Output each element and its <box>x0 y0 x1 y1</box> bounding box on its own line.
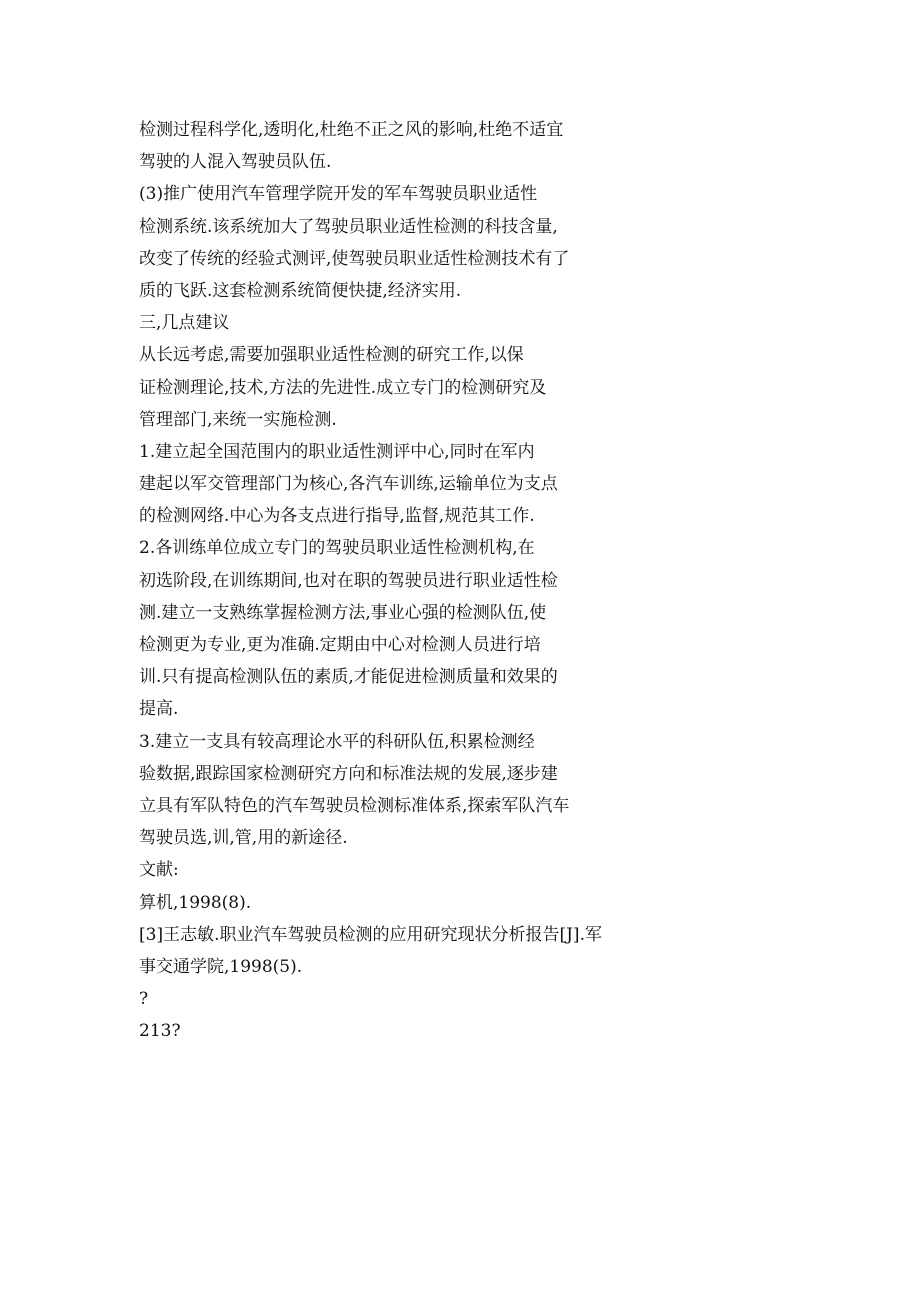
reference-line: [3]王志敏.职业汽车驾驶员检测的应用研究现状分析报告[J].军 <box>139 924 602 945</box>
references-heading: 文献: <box>139 860 179 881</box>
text-line: 验数据,跟踪国家检测研究方向和标准法规的发展,逐步建 <box>139 763 558 784</box>
reference-line: 算机,1998(8). <box>139 892 252 913</box>
text-line: 管理部门,来统一实施检测. <box>139 409 337 430</box>
text-line: 检测系统.该系统加大了驾驶员职业适性检测的科技含量, <box>139 216 558 237</box>
text-line: 3.建立一支具有较高理论水平的科研队伍,积累检测经 <box>139 731 535 752</box>
text-line: 改变了传统的经验式测评,使驾驶员职业适性检测技术有了 <box>139 248 570 269</box>
text-line: 驾驶的人混入驾驶员队伍. <box>139 152 332 173</box>
text-line: 1.建立起全国范围内的职业适性测评中心,同时在军内 <box>139 441 535 462</box>
body-text <box>139 114 679 1047</box>
text-line: 立具有军队特色的汽车驾驶员检测标准体系,探索军队汽车 <box>139 795 570 816</box>
text-line: 证检测理论,技术,方法的先进性.成立专门的检测研究及 <box>139 377 547 398</box>
text-line: (3)推广使用汽车管理学院开发的军车驾驶员职业适性 <box>139 184 538 205</box>
text-line: 建起以军交管理部门为核心,各汽车训练,运输单位为支点 <box>139 474 558 495</box>
text-line: 的检测网络.中心为各支点进行指导,监督,规范其工作. <box>139 506 535 527</box>
text-line: 2.各训练单位成立专门的驾驶员职业适性检测机构,在 <box>139 538 535 559</box>
text-line: 测.建立一支熟练掌握检测方法,事业心强的检测队伍,使 <box>139 602 547 623</box>
text-line: 质的飞跃.这套检测系统简便快捷,经济实用. <box>139 280 462 301</box>
text-line: 检测过程科学化,透明化,杜绝不正之风的影响,杜绝不适宜 <box>139 120 564 140</box>
reference-line: 事交通学院,1998(5). <box>139 956 303 977</box>
page-marker: ? <box>139 989 149 1010</box>
text-line: 训.只有提高检测队伍的素质,才能促进检测质量和效果的 <box>139 667 558 688</box>
text-line: 初选阶段,在训练期间,也对在职的驾驶员进行职业适性检 <box>139 570 558 591</box>
text-line: 提高. <box>139 699 179 720</box>
section-heading: 三,几点建议 <box>139 313 230 334</box>
text-line: 检测更为专业,更为准确.定期由中心对检测人员进行培 <box>139 635 541 655</box>
text-line: 从长远考虑,需要加强职业适性检测的研究工作,以保 <box>139 345 524 366</box>
text-line: 驾驶员选,训,管,用的新途径. <box>139 828 348 849</box>
page-number: 213? <box>139 1021 181 1042</box>
